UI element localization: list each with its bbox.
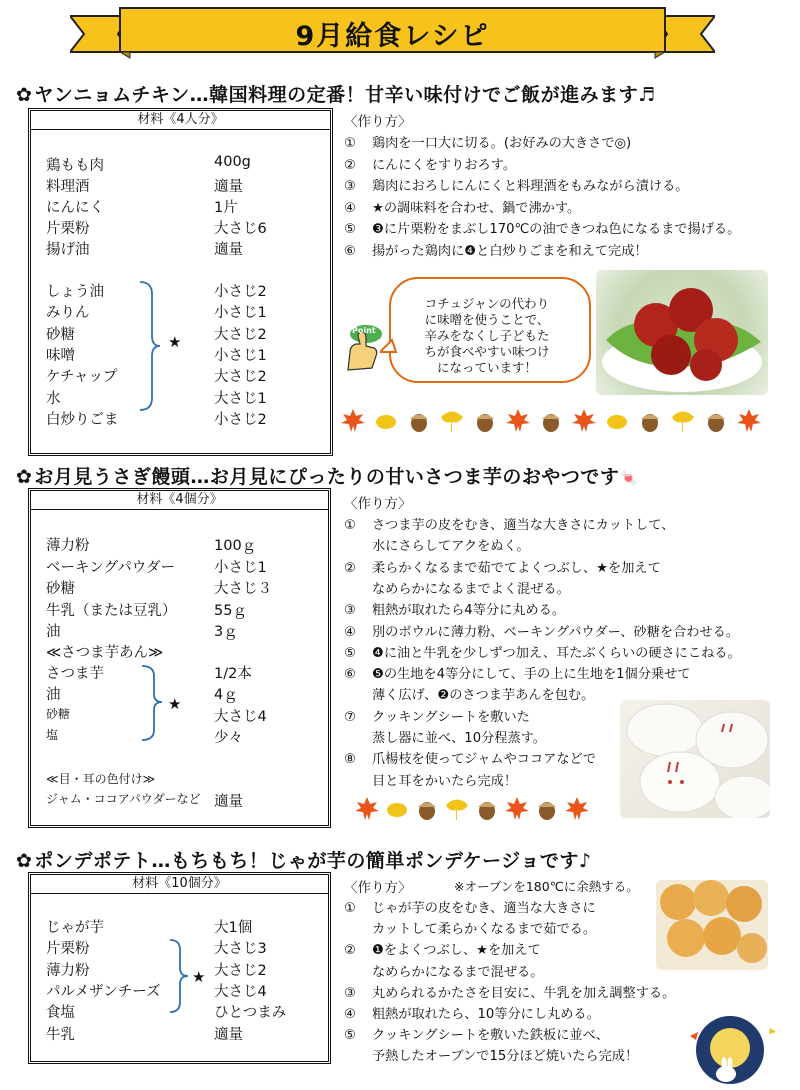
recipe-step (344, 663, 690, 682)
recipe-step (344, 197, 580, 216)
flower-icon: ✿ (16, 466, 33, 488)
ingredient-qty: 大さじ1 (214, 390, 267, 407)
lemon-leaf-icon (373, 408, 399, 434)
point-label: Point (352, 326, 376, 335)
step-number: ⑤ (344, 1028, 356, 1044)
section2-title: ✿ お月見うさぎ饅頭…お月見にぴったりの甘いさつま芋のおやつです🍬 (16, 466, 639, 488)
step-text: なめらかになるまでよく混ぜる。 (372, 581, 570, 597)
acorn-icon (474, 796, 500, 822)
step-text: 粗熱が取れたら、10等分にし丸める。 (372, 1007, 600, 1022)
ingredient-name: 片栗粉 (46, 221, 90, 237)
star-marker: ★ (168, 695, 182, 713)
step-text: 水にさらしてアクをぬく。 (372, 539, 530, 555)
acorn-icon (538, 408, 564, 434)
ingredient-name: 片栗粉 (46, 941, 90, 958)
step-text: ❶をよくつぶし、★を加えて (372, 943, 541, 959)
step-text: 鶏肉を一口大に切る。(お好みの大きさで◎) (372, 136, 632, 151)
recipe-step (344, 939, 541, 958)
ingredient-qty: 大さじ4 (214, 708, 267, 725)
ingredient-qty: 大さじ3 (214, 941, 267, 958)
lemon-leaf-icon (604, 408, 630, 434)
flower-icon: ✿ (16, 850, 33, 872)
brace-icon (140, 664, 166, 742)
step-text: 別のボウルに薄力粉、ベーキングパウダー、砂糖を合わせる。 (372, 624, 740, 640)
step-number: ④ (344, 1007, 356, 1022)
step-number: ③ (344, 179, 356, 194)
bubble-line: 辛みをなくし子どもた (424, 328, 550, 343)
step-text: なめらかになるまで混ぜる。 (372, 964, 544, 980)
maple-leaf-icon (564, 796, 590, 822)
recipe-step (344, 514, 674, 533)
ingredient-name: さつま芋 (46, 666, 104, 682)
ingredient-name: みりん (46, 305, 90, 322)
ingredient-name: 牛乳（または豆乳） (46, 602, 177, 619)
autumn-leaves-decoration (354, 796, 604, 824)
recipe-step-continued (344, 684, 594, 703)
ingredient-name: じゃが芋 (46, 920, 104, 936)
step-number: ③ (344, 603, 356, 619)
ingredient-qty: 大さじ2 (214, 369, 267, 386)
bubble-line: ちが食べやすい味つけ (424, 344, 550, 359)
recipe-step (344, 621, 739, 640)
step-number: ⑥ (344, 667, 356, 683)
ingredient-name: ケチャップ (46, 369, 118, 386)
ingredient-qty: 55ｇ (214, 602, 247, 619)
ingredient-name: 白炒りごま (46, 412, 119, 428)
lemon-leaf-icon (384, 796, 410, 822)
ingredient-qty: ひとつまみ (214, 1005, 287, 1022)
maple-leaf-icon (340, 408, 366, 434)
step-text: ★の調味料を合わせ、鍋で沸かす。 (372, 200, 581, 216)
star-marker: ★ (192, 968, 206, 986)
acorn-icon (703, 408, 729, 434)
point-hand-icon (336, 322, 386, 372)
recipe-step-continued (344, 535, 530, 554)
recipe-step (344, 642, 741, 661)
acorn-icon (637, 408, 663, 434)
ginkgo-leaf-icon (439, 408, 465, 434)
recipe-step (344, 748, 596, 767)
flower-icon: ✿ (16, 84, 33, 106)
candy-icon: 🍬 (619, 469, 639, 487)
ingredient-name: にんにく (46, 200, 104, 216)
ingredient-qty: 適量 (214, 1026, 243, 1043)
maple-leaf-icon (736, 408, 762, 434)
step-text: 粗熱が取れたら4等分に丸める。 (372, 603, 566, 619)
recipe-step (344, 218, 740, 237)
recipe-step-continued (344, 727, 546, 746)
recipe-step-continued (344, 1045, 638, 1064)
recipe-step-continued (344, 918, 596, 937)
ingredient-qty: 3ｇ (214, 624, 238, 640)
recipe-step-continued (344, 578, 570, 597)
ingredient-name: パルメザンチーズ (46, 983, 161, 1000)
step-text: 柔らかくなるまで茹でてよくつぶし、★を加えて (372, 560, 661, 576)
step-text: 薄く広げ、❷のさつま芋あんを包む。 (372, 688, 595, 704)
title-banner (70, 6, 715, 60)
step-text: 予熱したオーブンで15分ほど焼いたら完成！ (372, 1049, 639, 1065)
recipe-step (344, 706, 530, 725)
step-text: じゃが芋の皮をむき、適当な大きさに (372, 901, 596, 916)
ingredient-name: 薄力粉 (46, 962, 90, 979)
autumn-leaves-decoration (340, 408, 770, 436)
ingredient-qty: 小さじ1 (214, 305, 267, 322)
step-text: にんにくをすりおろす。 (372, 157, 517, 173)
ingredient-name: 砂糖 (46, 581, 75, 597)
ingredient-name: 油 (46, 687, 61, 704)
ingredient-name: 鶏もも肉 (46, 158, 104, 174)
ingredient-qty: 小さじ1 (214, 347, 267, 364)
ingredients-header: 材料《10個分》 (31, 875, 328, 894)
section1-steps-label: 〈作り方〉 (344, 114, 412, 130)
bubble-line: コチュジャンの代わり (424, 296, 550, 311)
ingredient-name: 水 (46, 390, 61, 407)
ingredients-header: 材料《4個分》 (31, 491, 328, 510)
ingredient-qty: 大さじ2 (214, 962, 267, 979)
ingredient-name: 塩 (46, 727, 59, 742)
ingredient-name: 砂糖 (46, 326, 75, 343)
step-text: さつま芋の皮をむき、適当な大きさにカットして、 (372, 518, 675, 533)
ginkgo-leaf-icon (444, 796, 470, 822)
recipe-step (344, 982, 675, 1001)
maple-leaf-icon (505, 408, 531, 434)
star-marker: ★ (168, 333, 182, 351)
recipe-step (344, 132, 631, 151)
maple-leaf-icon (504, 796, 530, 822)
step-number: ② (344, 560, 356, 576)
maple-leaf-icon (354, 796, 380, 822)
moon-rabbit-illustration (684, 1008, 780, 1086)
step-number: ⑤ (344, 645, 356, 661)
acorn-icon (472, 408, 498, 434)
ingredient-qty: 適量 (214, 179, 243, 195)
ingredient-name: 食塩 (46, 1005, 75, 1022)
step-number: ① (344, 136, 356, 151)
oven-note: ※オーブンを180℃に余熱する。 (454, 879, 639, 894)
step-text: ❸に片栗粉をまぶし170℃の油できつね色になるまで揚げる。 (372, 222, 741, 237)
bubble-line: に味噌を使うことで、 (424, 312, 550, 327)
section3-title: ✿ ポンデポテト…もちもち！じゃが芋の簡単ポンデケージョです♪ (16, 850, 592, 872)
ingredient-name: 料理酒 (46, 179, 90, 195)
pon-de-potato-photo (656, 880, 768, 970)
step-number: ① (344, 901, 356, 916)
acorn-icon (414, 796, 440, 822)
bubble-line: になっています！ (436, 360, 537, 375)
maple-leaf-icon (571, 408, 597, 434)
step-text: ❹に油と牛乳を少しずつ加え、耳たぶくらいの硬さにこねる。 (372, 645, 741, 661)
ingredient-qty: 小さじ2 (214, 412, 267, 428)
step-text: ❺の生地を4等分にして、手の上に生地を1個分乗せて (372, 667, 691, 683)
brace-icon (168, 938, 192, 1014)
ginkgo-leaf-icon (670, 408, 696, 434)
ingredient-name: 牛乳 (46, 1026, 75, 1043)
ingredient-subheader: ≪目・耳の色付け≫ (46, 772, 156, 786)
ingredient-qty: 4ｇ (214, 687, 238, 704)
ingredient-name: 砂糖 (46, 706, 71, 721)
step-text: 丸められるかたさを目安に、牛乳を加え調整する。 (372, 985, 676, 1001)
recipe-step (344, 599, 565, 618)
step-number: ⑧ (344, 752, 356, 768)
step-text: クッキングシートを敷いた鉄板に並べ、 (372, 1028, 609, 1044)
recipe-step (344, 175, 689, 194)
yangnyeom-chicken-photo (596, 270, 768, 395)
recipe-step-continued (344, 961, 543, 980)
step-number: ④ (344, 624, 356, 640)
ingredient-qty: 適量 (214, 794, 243, 810)
ingredient-qty: 大さじ３ (214, 581, 272, 597)
ingredient-qty: 大さじ4 (214, 983, 267, 1000)
page-title: 9月給食レシピ (295, 21, 490, 52)
step-number: ④ (344, 200, 356, 216)
ingredient-name: ベーキングパウダー (46, 559, 176, 576)
step-text: クッキングシートを敷いた (372, 709, 530, 725)
ingredient-qty: 100ｇ (214, 538, 257, 554)
step-text: 蒸し器に並べ、10分程蒸す。 (372, 731, 546, 746)
ingredient-qty: 少々 (214, 729, 243, 746)
step-text: 爪楊枝を使ってジャムやココアなどで (372, 752, 596, 768)
ingredient-qty: 大さじ2 (214, 326, 267, 343)
ingredient-qty: 小さじ1 (214, 559, 267, 576)
recipe-step (344, 897, 596, 916)
step-text: 鶏肉におろしにんにくと料理酒をもみながら漬ける。 (372, 179, 689, 194)
ingredient-name: 揚げ油 (46, 242, 90, 258)
recipe-step-continued (344, 770, 517, 789)
step-number: ① (344, 518, 356, 533)
ingredient-qty: 1片 (214, 200, 238, 216)
step-text: 目と耳をかいたら完成！ (372, 773, 518, 789)
ingredient-name: 油 (46, 624, 61, 640)
recipe-step (344, 1024, 609, 1043)
ingredient-name: 薄力粉 (46, 538, 90, 554)
section2-steps-label: 〈作り方〉 (344, 496, 412, 512)
section3-steps-label: 〈作り方〉 (344, 880, 412, 896)
brace-icon (138, 280, 164, 412)
ingredient-qty: 400g (214, 154, 251, 170)
ingredient-qty: 1/2本 (214, 666, 252, 682)
rabbit-bun-photo (620, 700, 770, 818)
ingredient-name: ジャム・ココアパウダーなど (46, 792, 201, 806)
recipe-step (344, 154, 516, 173)
ingredients-header: 材料《4人分》 (31, 111, 330, 130)
step-text: カットして柔らかくなるまで茹でる。 (372, 922, 597, 938)
step-number: ⑥ (344, 243, 356, 259)
acorn-icon (406, 408, 432, 434)
section1-title: ✿ ヤンニョムチキン…韓国料理の定番！甘辛い味付けでご飯が進みます♬ (16, 84, 656, 106)
ingredient-subheader: ≪さつま芋あん≫ (46, 645, 164, 661)
ingredient-name: しょう油 (46, 284, 104, 300)
step-text: 揚がった鶏肉に❹と白炒りごまを和えて完成！ (372, 243, 648, 259)
step-number: ⑦ (344, 709, 356, 725)
recipe-step (344, 557, 661, 576)
step-number: ③ (344, 985, 356, 1001)
step-number: ② (344, 157, 356, 173)
ingredient-qty: 適量 (214, 242, 243, 258)
step-number: ⑤ (344, 222, 356, 237)
ingredient-qty: 小さじ2 (214, 284, 267, 300)
ingredient-qty: 大1個 (214, 920, 253, 936)
recipe-step (344, 240, 648, 259)
ingredient-name: 味噌 (46, 347, 75, 364)
step-number: ② (344, 943, 356, 959)
acorn-icon (534, 796, 560, 822)
ingredient-qty: 大さじ6 (214, 221, 267, 237)
speech-bubble-text (398, 296, 576, 376)
recipe-step (344, 1003, 600, 1022)
